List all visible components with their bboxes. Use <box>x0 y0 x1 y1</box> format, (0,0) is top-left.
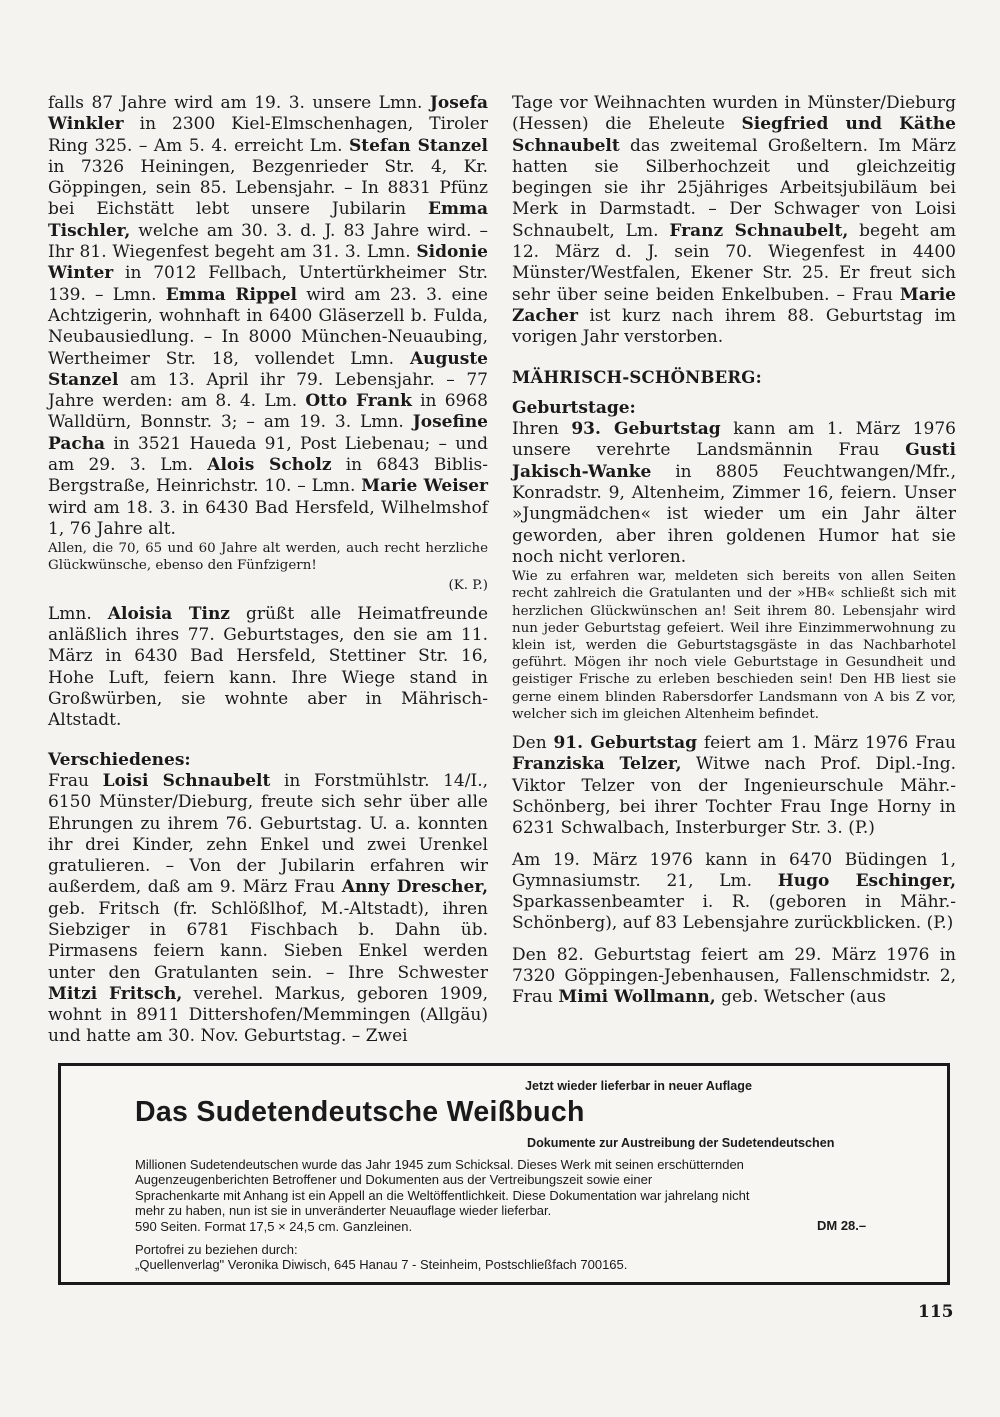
ad-description-line: Sprachenkarte mit Anhang ist ein Appell an die Weltöffentlichkeit. Diese Dokumentation war jahrelang nicht <box>135 1187 750 1203</box>
telzer-paragraph <box>512 733 956 839</box>
text-run: Den <box>512 733 554 754</box>
person-name: Marie Weiser <box>361 476 488 497</box>
text-run: Frau <box>48 770 103 791</box>
ad-title: Das Sudetendeutsche Weißbuch <box>135 1096 585 1128</box>
text-run: in 8805 Feuchtwangen/Mfr., Konradstr. 9, Altenheim, Zimmer 16, feiern. Unser »Jungmädchen« ist wieder um ein Jahr älter geworden, aber ihren goldenen Humor hat sie noch nicht verloren. <box>512 461 956 567</box>
text-run: in 7012 Fellbach, Untertürkheimer Str. 139. – Lmn. <box>48 263 488 305</box>
person-name: Hugo Eschinger, <box>777 870 956 891</box>
book-advertisement <box>58 1063 950 1285</box>
text-run: wird am 18. 3. in 6430 Bad Hersfeld, Wilhelmshof 1, 76 Jahre alt. <box>48 497 488 539</box>
ad-order-line: „Quellenverlag" Veronika Diwisch, 645 Hanau 7 - Steinheim, Postschließfach 700165. <box>135 1257 628 1273</box>
person-name: Alois Scholz <box>207 455 332 476</box>
text-run: in 7326 Heiningen, Bezgenrieder Str. 4, Kr. Göppingen, sein 85. Lebensjahr. – In 8831 Pfünz bei Eichstätt lebt unsere Jubilarin <box>48 156 488 220</box>
ad-description-line: Millionen Sudetendeutschen wurde das Jahr 1945 zum Schicksal. Dieses Werk mit seinen erschütternden <box>135 1157 744 1172</box>
person-name: Emma Rippel <box>165 284 297 305</box>
text-run: wird am 23. 3. eine Achtzigerin, wohnhaft in 6400 Gläserzell b. Fulda, Neubausiedlung. – In 8000 München-Neuaubing, Wertheimer Str. 18, vollendet Lmn. <box>48 284 488 369</box>
ad-description <box>135 1157 855 1234</box>
ad-order-info <box>135 1242 627 1273</box>
text-run: am 13. April ihr 79. Lebensjahr. – 77 Jahre werden: am 8. 4. Lm. <box>48 369 488 412</box>
person-name: Sidonie Winter <box>48 242 488 284</box>
person-name: Siegfried und Käthe Schnaubelt <box>512 114 956 156</box>
person-name: Mimi Wollmann, <box>558 987 716 1008</box>
person-name: Aloisia Tinz <box>107 603 230 624</box>
text-run: in 3521 Haueda 91, Post Liebenau; – und am 29. 3. Lm. <box>48 433 488 476</box>
text-run: falls 87 Jahre wird am 19. 3. unsere Lmn. <box>48 93 430 113</box>
text-run: in 6843 Biblis-Bergstraße, Heinrichstr. 10. – Lmn. <box>48 455 489 497</box>
text-run: verehel. Markus, geboren 1909, wohnt in 8911 Dittershofen/Memmingen (Allgäu) und hatte am 30. Nov. Geburtstag. – Zwei <box>48 983 488 1047</box>
person-name: Otto Frank <box>305 391 412 412</box>
person-name: Stefan Stanzel <box>348 135 489 156</box>
text-run: welche am 30. 3. d. J. 83 Jahre wird. – Ihr 81. Wiegenfest begeht am 31. 3. Lmn. <box>48 220 488 263</box>
person-name: Loisi Schnaubelt <box>102 770 271 791</box>
text-run: Am 19. März 1976 kann in 6470 Büdingen 1, Gymnasiumstr. 21, Lm. <box>512 849 956 891</box>
person-name: Gusti Jakisch-Wanke <box>512 440 956 482</box>
text-run: Lmn. <box>48 603 108 624</box>
ad-description-line: Augenzeugenberichten Betroffener und Dokumenten aus der Vertreibungszeit sowie einer <box>135 1172 653 1188</box>
tinz-paragraph <box>48 604 488 732</box>
hb-note: Wie zu erfahren war, meldeten sich bereits von allen Seiten recht zahlreich die Gratulanten und der »HB« schließt sich mit herzlichen Glückwünschen an! Seit ihrem 80. Lebensjahr wird nun jeder Geburtstag gefeiert. Weil ihre Einzimmerwohnung zu klein ist, werden die Geburtstagsgäste in das Nachbarhotel geführt. Mögen ihr noch viele Geburtstage in Gesundheit und geistiger Frische zu erleben beschieden sein! Den HB liest sie gerne einem blinden Rabersdorfer Landsmann von A bis Z vor, welcher sich im gleichen Altenheim befindet. <box>512 569 956 722</box>
text-run: ist kurz nach ihrem 88. Geburtstag im vorigen Jahr verstorben. <box>512 305 956 348</box>
continuation-paragraph <box>512 93 956 349</box>
person-name: Franziska Telzer, <box>512 754 682 775</box>
ad-order-line: Portofrei zu beziehen durch: <box>135 1242 298 1257</box>
person-name: Auguste Stanzel <box>48 348 488 390</box>
person-name: Marie Zacher <box>512 284 956 326</box>
left-column <box>48 93 488 1048</box>
schnaubelt-paragraph <box>48 771 488 1048</box>
text-run: in Forstmühlstr. 14/I., 6150 Münster/Dieburg, freute sich sehr über alle Ehrungen zu ihrem 76. Geburtstag. U. a. konnten ihr drei Kinder, zehn Enkel und zwei Urenkel gratulieren. – Von der Jubilarin erfahren wir außerdem, daß am 9. März Frau <box>48 770 489 898</box>
text-run: Den 82. Geburtstag feiert am 29. März 1976 in 7320 Göppingen-Jebenhausen, Fallenschmidstr. 2, Frau <box>512 944 956 1008</box>
text-run: feiert am 1. März 1976 Frau <box>697 733 956 754</box>
person-name: Josefa Winkler <box>48 93 488 135</box>
text-run: kann am 1. März 1976 unsere verehrte Landsmännin Frau <box>512 419 956 461</box>
text-run: Tage vor Weihnachten wurden in Münster/Dieburg (Hessen) die Eheleute <box>512 93 956 135</box>
right-column <box>512 93 956 1009</box>
page-number: 115 <box>918 1302 954 1322</box>
author-initials: (K. P.) <box>448 577 488 593</box>
person-name: Josefine Pacha <box>48 412 488 454</box>
text-run: Sparkassenbeamter i. R. (geboren in Mähr.-Schönberg), auf 83 Lebensjahre zurückblicken. (P.) <box>512 892 956 934</box>
eschinger-paragraph <box>512 850 956 935</box>
text-run: das zweitemal Großeltern. Im März hatten sie Silberhochzeit und gleichzeitig begingen sie ihr 25jähriges Arbeitsjubiläum bei Merk in Darmstadt. – Der Schwager von Loisi Schnaubelt, Lm. <box>512 135 956 241</box>
person-name: Franz Schnaubelt, <box>669 220 849 241</box>
person-name: Mitzi Fritsch, <box>48 983 183 1004</box>
section-heading-verschiedenes: Verschiedenes: <box>48 749 191 770</box>
person-name: Emma Tischler, <box>48 199 488 241</box>
jakisch-wanke-paragraph <box>512 419 956 568</box>
person-name: Anny Drescher, <box>341 877 488 898</box>
ad-description-line: 590 Seiten. Format 17,5 × 24,5 cm. Ganzleinen. <box>135 1218 413 1234</box>
section-heading-mahrisch-schonberg: MÄHRISCH-SCHÖNBERG: <box>512 367 762 387</box>
person-name: 91. Geburtstag <box>553 733 698 754</box>
text-run: in 6968 Walldürn, Bonnstr. 3; – am 19. 3. Lmn. <box>48 391 488 433</box>
text-run: Ihren <box>512 419 572 440</box>
greeting-note: Allen, die 70, 65 und 60 Jahre alt werden, auch recht herzliche Glückwünsche, ebenso den Fünfzigern! <box>48 541 488 574</box>
text-run: geb. Wetscher (aus <box>715 987 886 1008</box>
birthday-paragraph <box>48 93 488 540</box>
person-name: 93. Geburtstag <box>571 419 721 440</box>
ad-subtitle: Dokumente zur Austreibung der Sudetendeutschen <box>527 1136 835 1150</box>
wollmann-paragraph <box>512 945 956 1009</box>
text-run: geb. Fritsch (fr. Schlößlhof, M.-Altstadt), ihren Siebziger in 6781 Fischbach b. Dahn üb. Pirmasens feiern kann. Sieben Enkel werden unter den Gratulanten sein. – Ihre Schwester <box>48 898 488 983</box>
ad-description-line: mehr zu haben, nun ist sie in unveränderter Neuauflage wieder lieferbar. <box>135 1203 552 1219</box>
text-run: in 2300 Kiel-Elmschenhagen, Tiroler Ring 325. – Am 5. 4. erreicht Lm. <box>48 114 488 156</box>
ad-price: DM 28.– <box>817 1218 867 1233</box>
ad-kicker: Jetzt wieder lieferbar in neuer Auflage <box>525 1079 752 1093</box>
subheading-geburtstage: Geburtstage: <box>512 397 636 418</box>
text-run: begeht am 12. März d. J. sein 70. Wiegenfest in 4400 Münster/Westfalen, Ekener Str. 25. Er freut sich sehr über seine beiden Enkelbuben. – Frau <box>512 220 956 305</box>
text-run: grüßt alle Heimatfreunde anläßlich ihres 77. Geburtstages, den sie am 11. März in 6430 Bad Hersfeld, Stettiner Str. 16, Hohe Luft, feiern kann. Ihre Wiege stand in Großwürben, sie wohnte aber in Mährisch-Altstadt. <box>48 603 489 731</box>
text-run: Witwe nach Prof. Dipl.-Ing. Viktor Telzer von der Ingenieurschule Mähr.-Schönberg, bei ihrer Tochter Frau Inge Horny in 6231 Schwalbach, Insterburger Str. 3. (P.) <box>512 754 956 839</box>
